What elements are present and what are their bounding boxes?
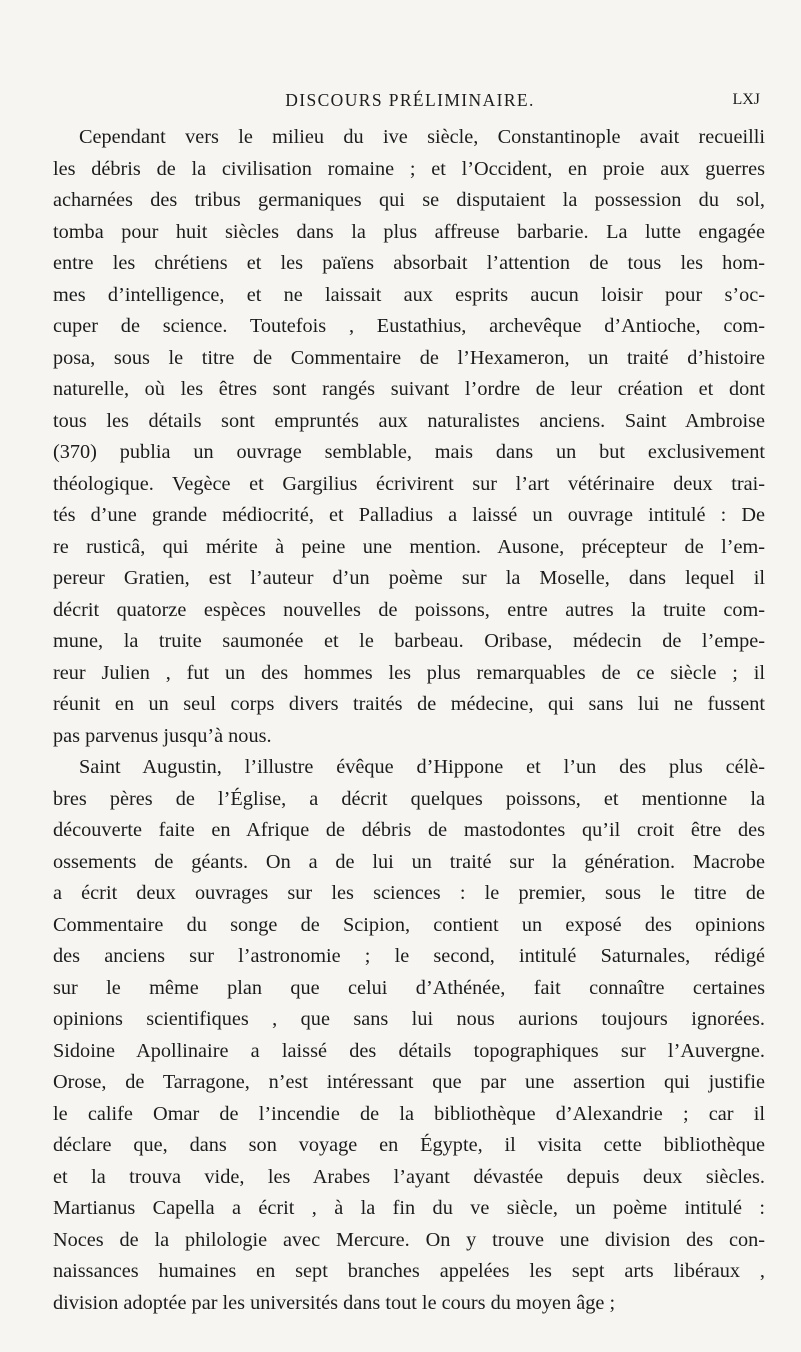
text-line: Martianus Capella a écrit , à la fin du ve siècle, un poème intitulé : (53, 1197, 765, 1219)
text-line: entre les chrétiens et les païens absorbait l’attention de tous les hom- (53, 252, 765, 274)
text-line: acharnées des tribus germaniques qui se disputaient la possession du sol, (53, 189, 765, 211)
text-line: division adoptée par les universités dans tout le cours du moyen âge ; (53, 1291, 616, 1314)
text-line: naturelle, où les êtres sont rangés suivant l’ordre de leur création et dont (53, 378, 765, 400)
text-line: Sidoine Apollinaire a laissé des détails topographiques sur l’Auvergne. (53, 1039, 765, 1062)
page-number: LXJ (732, 91, 760, 108)
text-line: mes d’intelligence, et ne laissait aux esprits aucun loisir pour s’oc- (53, 283, 765, 306)
text-line: et la trouva vide, les Arabes l’ayant dévastée depuis deux siècles. (53, 1165, 765, 1188)
text-line: ossements de géants. On a de lui un traité sur la génération. Macrobe (53, 850, 765, 873)
text-line: pereur Gratien, est l’auteur d’un poème sur la Moselle, dans lequel il (53, 567, 765, 589)
text-line: a écrit deux ouvrages sur les sciences : le premier, sous le titre de (53, 882, 765, 904)
text-line: tomba pour huit siècles dans la plus affreuse barbarie. La lutte engagée (53, 220, 765, 243)
text-line: re rusticâ, qui mérite à peine une mention. Ausone, précepteur de l’em- (53, 535, 765, 558)
text-line: Commentaire du songe de Scipion, contient un exposé des opinions (53, 913, 765, 936)
text-line: décrit quatorze espèces nouvelles de poissons, entre autres la truite com- (53, 598, 765, 621)
text-line: Saint Augustin, l’illustre évêque d’Hippone et l’un des plus célè- (79, 756, 765, 778)
text-line: reur Julien , fut un des hommes les plus remarquables de ce siècle ; il (53, 661, 765, 684)
text-line: Orose, de Tarragone, n’est intéressant que par une assertion qui justifie (53, 1071, 765, 1093)
text-line: des anciens sur l’astronomie ; le second, intitulé Saturnales, rédigé (53, 945, 765, 967)
text-line: bres pères de l’Église, a décrit quelques poissons, et mentionne la (53, 787, 765, 810)
text-line: réunit en un seul corps divers traités de médecine, qui sans lui ne fussent (53, 693, 765, 715)
text-line: Cependant vers le milieu du ive siècle, Constantinople avait recueilli (79, 126, 765, 148)
text-line: théologique. Vegèce et Gargilius écrivirent sur l’art vétérinaire deux trai- (53, 472, 765, 495)
text-line: découverte faite en Afrique de débris de mastodontes qu’il croit être des (53, 819, 765, 841)
text-line: pas parvenus jusqu’à nous. (53, 724, 272, 747)
text-line: sur le même plan que celui d’Athénée, fait connaître certaines (53, 976, 765, 999)
text-line: tés d’une grande médiocrité, et Palladius a laissé un ouvrage intitulé : De (53, 504, 765, 526)
text-line: (370) publia un ouvrage semblable, mais dans un but exclusivement (53, 441, 765, 463)
text-line: posa, sous le titre de Commentaire de l’Hexameron, un traité d’histoire (53, 346, 765, 369)
text-line: Noces de la philologie avec Mercure. On y trouve une division des con- (53, 1228, 765, 1251)
text-line: tous les détails sont empruntés aux naturalistes anciens. Saint Ambroise (53, 409, 765, 432)
running-head (60, 90, 760, 116)
body-text (53, 122, 765, 1319)
text-line: le calife Omar de l’incendie de la bibliothèque d’Alexandrie ; car il (53, 1102, 765, 1125)
text-line: cuper de science. Toutefois , Eustathius, archevêque d’Antioche, com- (53, 315, 765, 337)
text-line: naissances humaines en sept branches appelées les sept arts libéraux , (53, 1260, 765, 1282)
text-line: mune, la truite saumonée et le barbeau. Oribase, médecin de l’empe- (53, 630, 765, 652)
text-line: déclare que, dans son voyage en Égypte, il visita cette bibliothèque (53, 1134, 765, 1156)
text-line: opinions scientifiques , que sans lui nous aurions toujours ignorées. (53, 1008, 765, 1030)
text-line: les débris de la civilisation romaine ; et l’Occident, en proie aux guerres (53, 157, 765, 180)
running-title: DISCOURS PRÉLIMINAIRE. (285, 90, 535, 110)
